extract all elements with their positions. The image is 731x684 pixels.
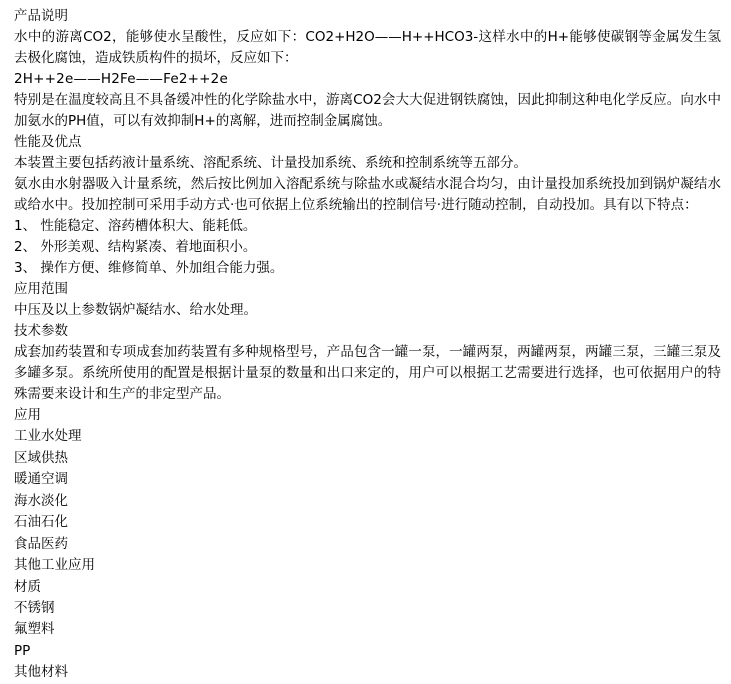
section-applications: [14, 405, 721, 577]
list-item: 氟塑料: [14, 621, 55, 637]
list-item: 石油石化: [14, 514, 68, 530]
list-item: 海水淡化: [14, 492, 68, 509]
list-item: 暖通空调: [14, 471, 68, 487]
section-materials: [14, 577, 721, 684]
list-item: 区域供热: [14, 449, 68, 466]
section-application-scope: [14, 279, 721, 321]
section-heading: 性能及优点: [14, 134, 82, 150]
section-heading: 技术参数: [14, 323, 68, 339]
list-item: 食品医药: [14, 535, 68, 552]
paragraph: 氨水由水射器吸入计量系统，然后按比例加入溶配系统与除盐水或凝结水混合均匀，由计量投加系统投加到锅炉凝结水或给水中。投加控制可采用手动方式·也可依据上位系统输出的控制信号·进行随动控制，自动投加。具有以下特点：: [14, 176, 721, 213]
paragraph: 2H++2e——H2Fe——Fe2++2e: [14, 71, 228, 87]
list-item: 不锈钢: [14, 599, 55, 616]
section-performance-advantages: [14, 132, 721, 279]
section-heading: 材质: [14, 578, 41, 595]
paragraph: 中压及以上参数锅炉凝结水、给水处理。: [14, 302, 257, 318]
list-item: 其他材料: [14, 664, 68, 680]
section-heading: 应用: [14, 407, 41, 423]
list-item: 2、 外形美观、结构紧凑、着地面积小。: [14, 239, 257, 255]
list-item: 工业水处理: [14, 428, 82, 444]
list-item: 其他工业应用: [14, 557, 95, 573]
section-heading: 产品说明: [14, 8, 68, 24]
list-item: PP: [14, 642, 31, 659]
paragraph: 特别是在温度较高且不具备缓冲性的化学除盐水中，游离CO2会大大促进钢铁腐蚀，因此抑制这种电化学反应。向水中加氨水的PH值，可以有效抑制H+的离解，进而控制金属腐蚀。: [14, 92, 721, 129]
section-heading: 应用范围: [14, 281, 68, 297]
paragraph: 成套加药装置和专项成套加药装置有多种规格型号，产品包含一罐一泵，一罐两泵，两罐两泵，两罐三泵，三罐三泵及多罐多泵。系统所使用的配置是根据计量泵的数量和出口来定的，用户可以根据工艺需要进行选择，也可依据用户的特殊需要来设计和生产的非定型产品。: [14, 344, 721, 402]
section-product-description: [14, 6, 721, 132]
list-item: 3、 操作方便、维修简单、外加组合能力强。: [14, 260, 284, 276]
section-technical-parameters: [14, 321, 721, 405]
paragraph: 本装置主要包括药液计量系统、溶配系统、计量投加系统、系统和控制系统等五部分。: [14, 155, 527, 171]
list-item: 1、 性能稳定、溶药槽体积大、能耗低。: [14, 218, 257, 234]
paragraph: 水中的游离CO2，能够使水呈酸性，反应如下：CO2+H2O——H++HCO3-这样水中的H+能够使碳钢等金属发生氢去极化腐蚀，造成铁质构件的损坏，反应如下：: [14, 29, 721, 66]
